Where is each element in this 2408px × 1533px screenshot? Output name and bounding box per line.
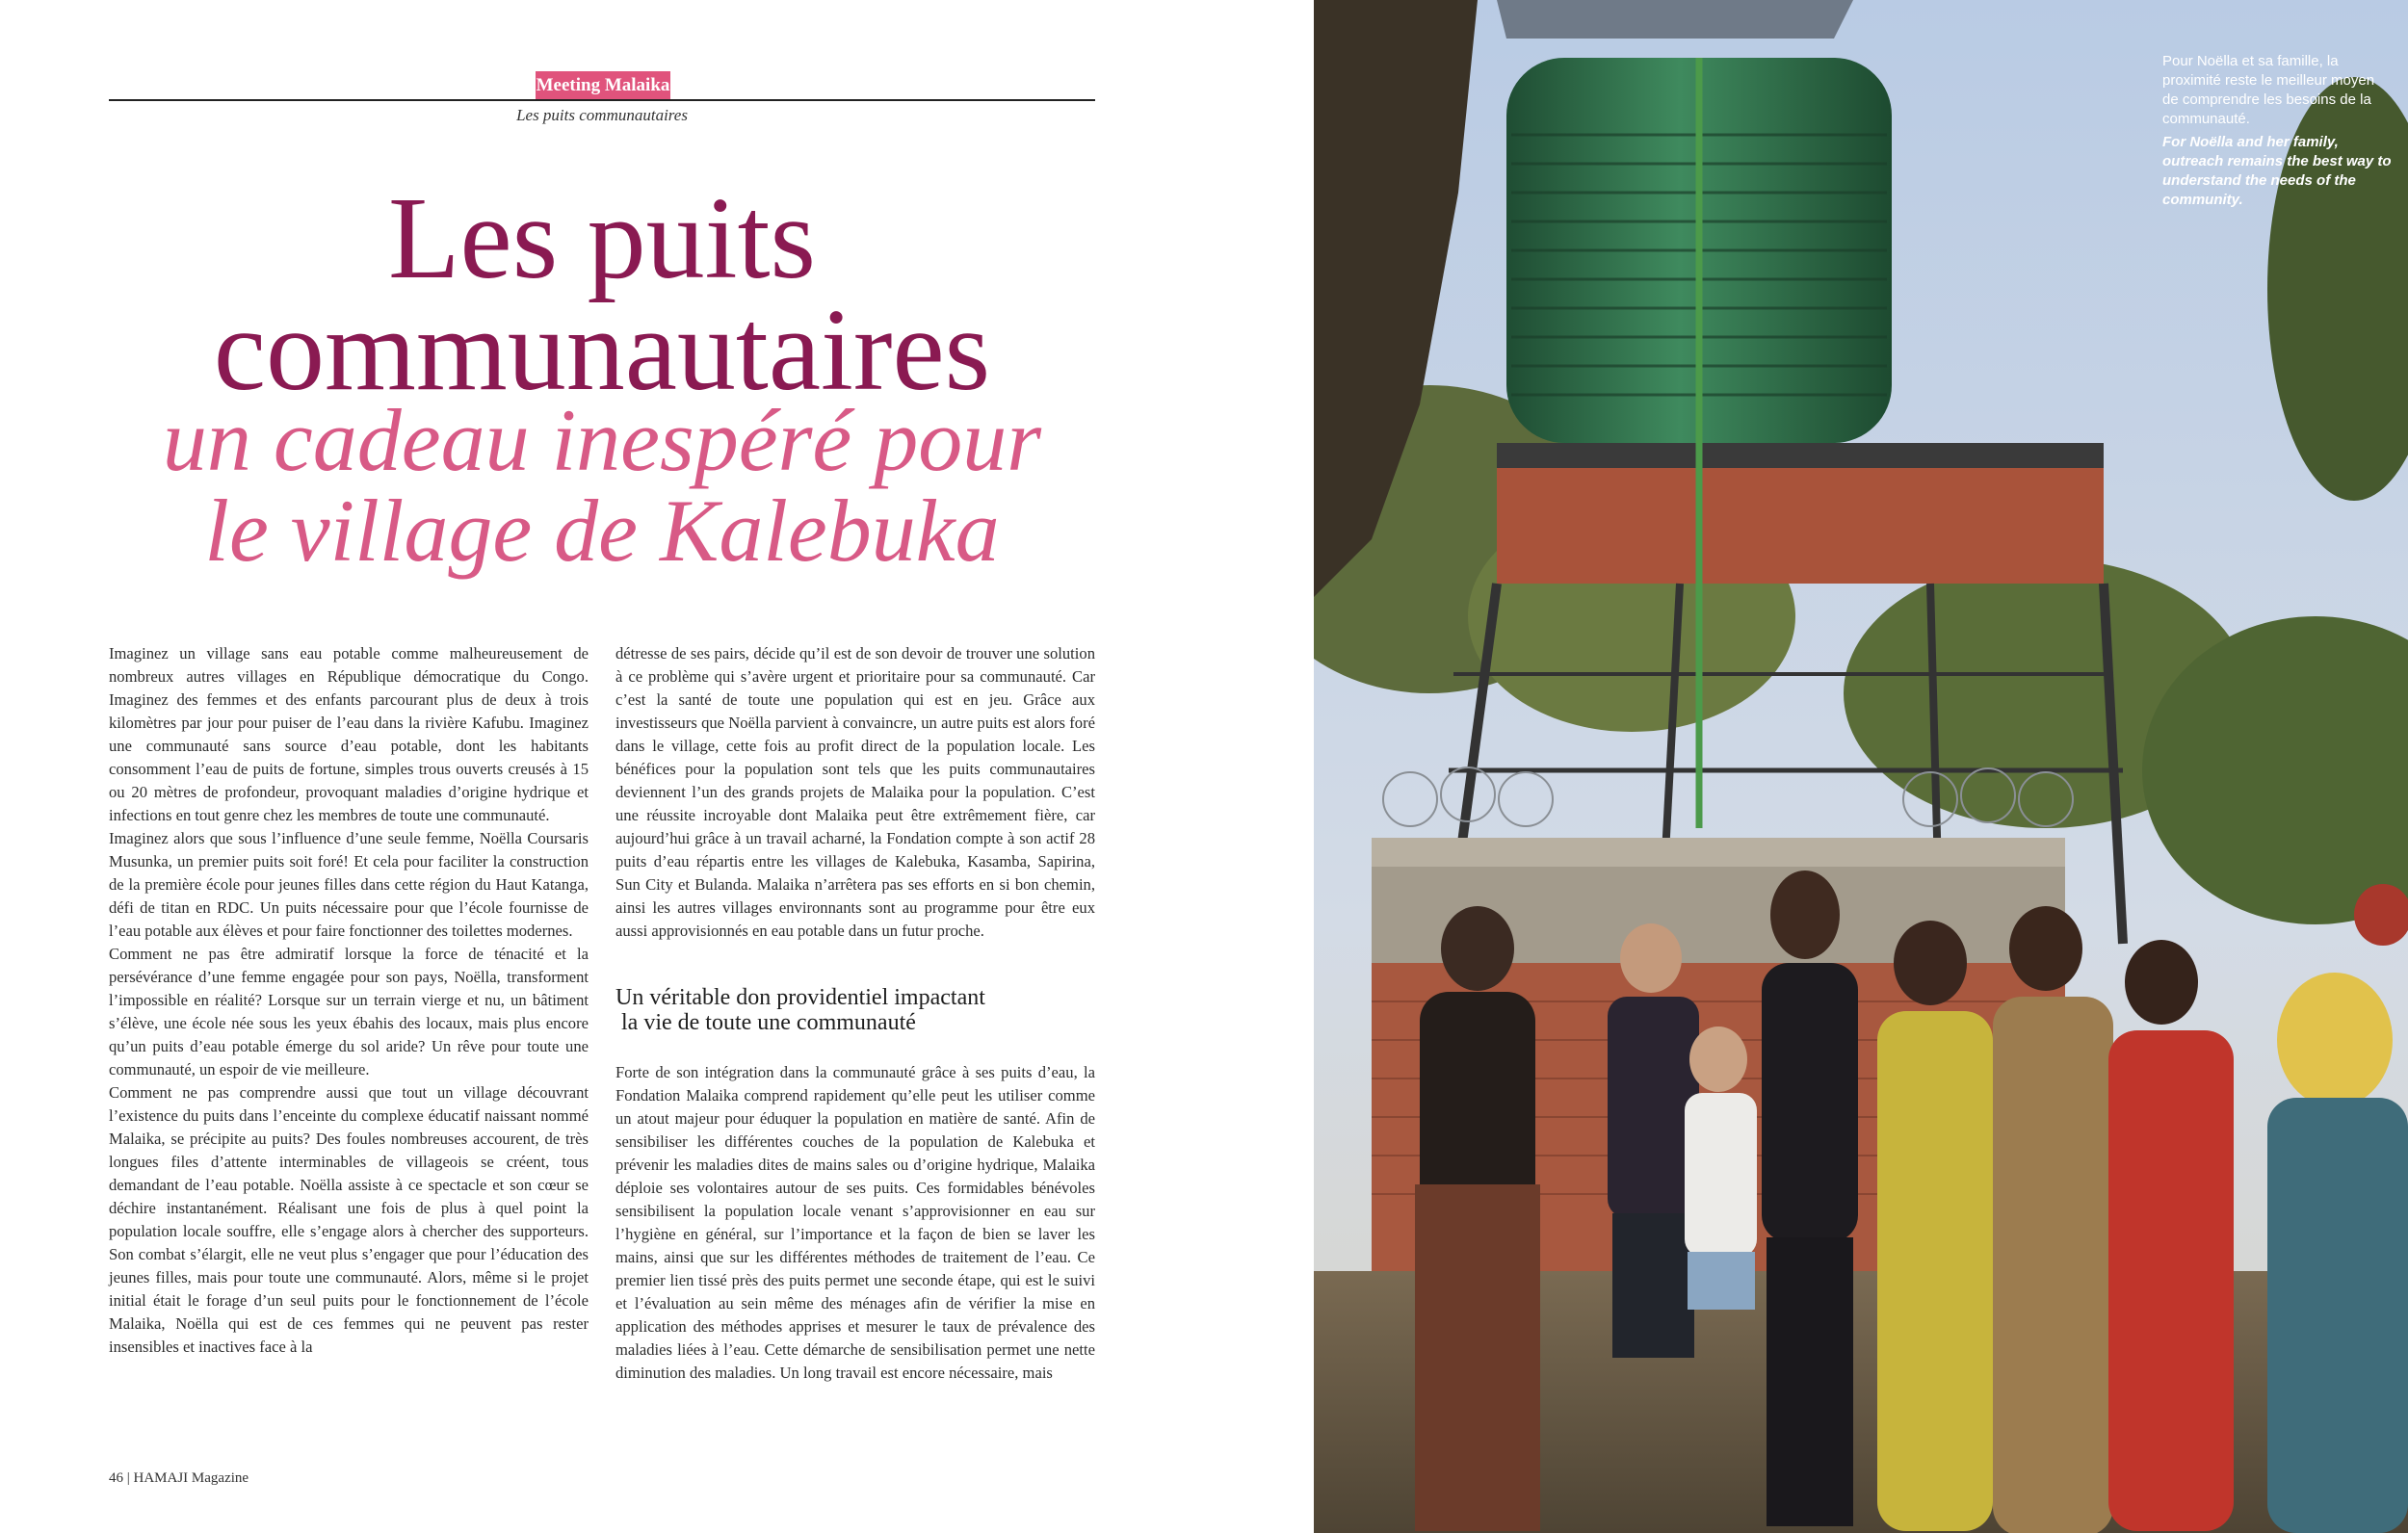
paragraph: Imaginez un village sans eau potable comme malheureusement de nombreux autres villages en République démocratique du Congo. Imaginez des femmes et des enfants parcourant plus de deux à trois kilomètres par jour pour puiser de l’eau dans la rivière Kafubu. Imaginez une communauté sans source d’eau potable, dont les habitants consomment l’eau de puits de fortune, simples trous ouverts creusés à 15 ou 20 mètres de profondeur, provoquant maladies d’origine hydrique et infections en tout genre chez les membres de toute une communauté. [109,644,589,824]
caption-french: Pour Noëlla et sa famille, la proximité reste le meilleur moyen de comprendre les besoins de la communauté. [2162,53,2375,127]
paragraph: Comment ne pas être admiratif lorsque la force de ténacité et la persévérance d’une femme engagée pour son pays, Noëlla, transforment l’impossible en réalité? Lorsque sur un terrain vierge et nu, un bâtiment s’élève, une école née sous les yeux ébahis des locaux, mais plus encore qu’un puits d’eau potable émerge du sol aride? Un rêve pour toute une communauté, un espoir de vie meilleure. [109,945,589,1078]
body-column-1 [109,642,589,1359]
paragraph: Imaginez alors que sous l’influence d’une seule femme, Noëlla Coursaris Musunka, un premier puits soit foré! Et cela pour faciliter la construction de la première école pour jeunes filles dans cette région du Haut Katanga, défi de titan en RDC. Un puits nécessaire pour que l’école fournisse de l’eau potable aux élèves et pour faire fonctionner des toilettes modernes. [109,829,589,940]
subheading-line-2: la vie de toute une communauté [621,1010,916,1035]
body-column-2-top [615,642,1095,943]
photo-caption [2162,52,2394,214]
subheading-line-1: Un véritable don providentiel impactant [615,985,985,1010]
paragraph: détresse de ses pairs, décide qu’il est de son devoir de trouver une solution à ce problème qui s’avère urgent et prioritaire pour sa communauté. Car c’est la santé de toute une population qui est en jeu. Grâce aux investisseurs que Noëlla parvient à convaincre, un autre puits est alors foré dans le village, cette fois au profit direct de la population locale. Les bénéfices pour la population sont tels que les puits communautaires deviennent l’un des grands projets de Malaika pour la population. C’est une réussite incroyable dont Malaika peut être extrêmement fière, car aujourd’hui grâce à un travail acharné, la Fondation compte à son actif 28 puits d’eau répartis entre les villages de Kalebuka, Kasamba, Sapirina, Sun City et Bulanda. Malaika n’arrêtera pas ses efforts en si bon chemin, ainsi les autres villages environnants sont au programme pour être eux aussi approvisionnés en eau potable dans un futur proche. [615,644,1095,940]
title-line-1: Les puits [388,173,816,303]
photo-illustration [1314,0,2408,1533]
body-column-2-bottom [615,1061,1095,1385]
title-line-2: communautaires [213,285,991,415]
article-title [109,173,1095,415]
paragraph: Comment ne pas comprendre aussi que tout un village découvrant l’existence du puits dans l’enceinte du complexe éducatif naissant nommé Malaika, se précipite au puits? Des foules nombreuses accourent, de très longues files d’attente interminables de villageois se créent, tous demandant de l’eau potable. Noëlla assiste à ce spectacle et son cœur se déchire instantanément. Réalisant une fois de plus à quel point la population locale souffre, elle s’engage alors à chercher des supporteurs. Son combat s’élargit, elle ne veut plus s’engager que pour l’éducation des jeunes filles, mais pour toute une communauté. Alors, même si le projet initial était le forage d’un seul puits pour le fonctionnement de l’école Malaika, Noëlla qui est de ces femmes qui ne peuvent pas rester insensibles et inactives face à la [109,1083,589,1356]
photo-water-tower-group [1314,0,2408,1533]
section-subheading [615,985,1095,1035]
subsection-label: Les puits communautaires [516,106,688,124]
subtitle-line-1: un cadeau inespéré pour [162,391,1042,489]
paragraph: Forte de son intégration dans la communauté grâce à ses puits d’eau, la Fondation Malaika comprend rapidement qu’elle peut les utiliser comme un atout majeur pour éduquer la population en matière de santé. Afin de sensibiliser les différentes couches de la population de Kalebuka et prévenir les maladies dites de mains sales ou d’origine hydrique, Malaika déploie ses volontaires autour de ses puits. Ces formidables bénévoles sensibilisent la population locale venant s’approvisionner en eau sur l’hygiène en général, sur l’importance et la façon de bien se laver les mains, ainsi que sur les différentes méthodes de traitement de l’eau. Ce premier lien tissé près des puits permet une seconde étape, qui est le suivi et l’évaluation au sein même des ménages afin de vérifier la mise en application des méthodes apprises et mesurer le taux de prévalence des maladies liées à l’eau. Cette démarche de sensibilisation permet une nette diminution des maladies. Un long travail est encore nécessaire, mais [615,1063,1095,1382]
subtitle-line-2: le village de Kalebuka [204,481,1000,580]
page-footer: 46 | HAMAJI Magazine [109,1470,249,1486]
caption-english: For Noëlla and her family, outreach remains the best way to understand the needs of the community. [2162,134,2392,208]
header-rule [109,99,1095,101]
article-subtitle [109,391,1095,580]
section-tag: Meeting Malaika [536,71,670,100]
